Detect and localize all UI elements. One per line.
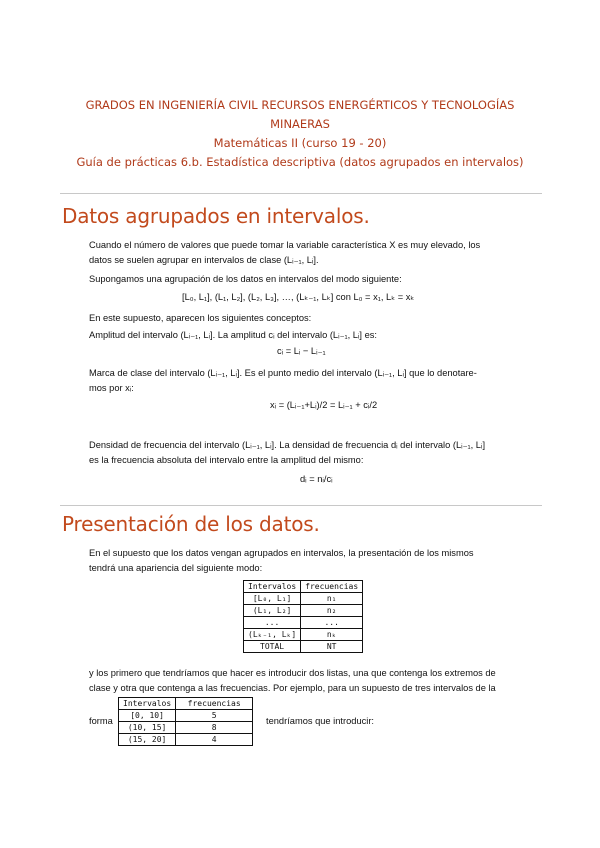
table-header-row — [119, 698, 253, 710]
table-cell: NT — [301, 641, 363, 653]
table-header-cell: Intervalos — [119, 698, 176, 710]
table-cell: (15, 20] — [119, 734, 176, 746]
table-cell: n₂ — [301, 605, 363, 617]
table-row — [244, 605, 363, 617]
table-row — [119, 722, 253, 734]
section-title-presentacion: Presentación de los datos. — [62, 512, 320, 536]
text-line: Densidad de frecuencia del intervalo (Lᵢ₋₁, Lᵢ]. La densidad de frecuencia dᵢ del intervalo (Lᵢ₋₁, Lᵢ] — [89, 440, 486, 450]
table-row — [244, 629, 363, 641]
table-row — [119, 710, 253, 722]
generic-frequency-table — [243, 580, 363, 653]
table-cell: 8 — [176, 722, 253, 734]
divider — [60, 505, 542, 506]
formula-marca-clase: xᵢ = (Lᵢ₋₁+Lᵢ)/2 = Lᵢ₋₁ + cᵢ/2 — [270, 400, 378, 410]
course-title-continued: MINAERAS — [270, 117, 330, 131]
subject-title: Matemáticas II (curso 19 - 20) — [213, 136, 387, 150]
table-cell: ... — [244, 617, 301, 629]
formula-densidad: dᵢ = nᵢ/cᵢ — [300, 474, 333, 484]
table-cell: (Lₖ₋₁, Lₖ] — [244, 629, 301, 641]
text-line: y los primero que tendríamos que hacer es introducir dos listas, una que contenga los extremos de — [89, 668, 496, 678]
table-row — [244, 617, 363, 629]
table-cell: TOTAL — [244, 641, 301, 653]
table-cell: [0, 10] — [119, 710, 176, 722]
text-line: datos se suelen agrupar en intervalos de clase (Lᵢ₋₁, Lᵢ]. — [89, 255, 319, 265]
paragraph-suponemos: Supongamos una agrupación de los datos en intervalos del modo siguiente: — [89, 274, 402, 284]
formula-amplitud: cᵢ = Lᵢ − Lᵢ₋₁ — [277, 346, 326, 356]
paragraph-amplitud: Amplitud del intervalo (Lᵢ₋₁, Lᵢ]. La amplitud cᵢ del intervalo (Lᵢ₋₁, Lᵢ] es: — [89, 330, 377, 340]
table-header-row — [244, 581, 363, 593]
text-tendriamos: tendríamos que introducir: — [266, 716, 375, 726]
text-line: es la frecuencia absoluta del intervalo entre la amplitud del mismo: — [89, 455, 364, 465]
table-cell: [L₀, L₁] — [244, 593, 301, 605]
text-line: Marca de clase del intervalo (Lᵢ₋₁, Lᵢ]. Es el punto medio del intervalo (Lᵢ₋₁, Lᵢ] que lo denotare- — [89, 368, 477, 378]
table-cell: nₖ — [301, 629, 363, 641]
text-line: mos por xᵢ: — [89, 383, 134, 393]
paragraph-listas — [89, 666, 535, 696]
table-cell: 5 — [176, 710, 253, 722]
table-cell: (L₁, L₂] — [244, 605, 301, 617]
section-title-datos-agrupados: Datos agrupados en intervalos. — [62, 204, 370, 228]
table-header-cell: frecuencias — [301, 581, 363, 593]
text-line: clase y otra que contenga a las frecuencias. Por ejemplo, para un supuesto de tres intervalos de la — [89, 683, 496, 693]
divider — [60, 193, 542, 194]
example-frequency-table — [118, 697, 253, 746]
guide-title: Guía de prácticas 6.b. Estadística descriptiva (datos agrupados en intervalos) — [76, 155, 524, 169]
table-cell: (10, 15] — [119, 722, 176, 734]
paragraph-marca-clase — [89, 366, 535, 396]
text-line: Cuando el número de valores que puede tomar la variable característica X es muy elevado, los — [89, 240, 481, 250]
paragraph-conceptos: En este supuesto, aparecen los siguientes conceptos: — [89, 313, 312, 323]
text-forma: forma — [89, 716, 113, 726]
course-title: GRADOS EN INGENIERÍA CIVIL RECURSOS ENERGÉRTICOS Y TECNOLOGÍAS — [85, 98, 515, 112]
paragraph-densidad — [89, 438, 535, 468]
formula-intervals: [L₀, L₁], (L₁, L₂], (L₂, L₃], …, (Lₖ₋₁, Lₖ] con L₀ = x₁, Lₖ = xₖ — [182, 292, 415, 302]
text-line: En el supuesto que los datos vengan agrupados en intervalos, la presentación de los mismos — [89, 548, 474, 558]
table-cell: ... — [301, 617, 363, 629]
paragraph-intro — [89, 238, 535, 268]
table-header-cell: frecuencias — [176, 698, 253, 710]
table-cell: 4 — [176, 734, 253, 746]
table-total-row — [244, 641, 363, 653]
table-row — [244, 593, 363, 605]
table-cell: n₁ — [301, 593, 363, 605]
text-line: tendrá una apariencia del siguiente modo: — [89, 563, 263, 573]
table-header-cell: Intervalos — [244, 581, 301, 593]
table-row — [119, 734, 253, 746]
paragraph-presentacion — [89, 546, 535, 576]
